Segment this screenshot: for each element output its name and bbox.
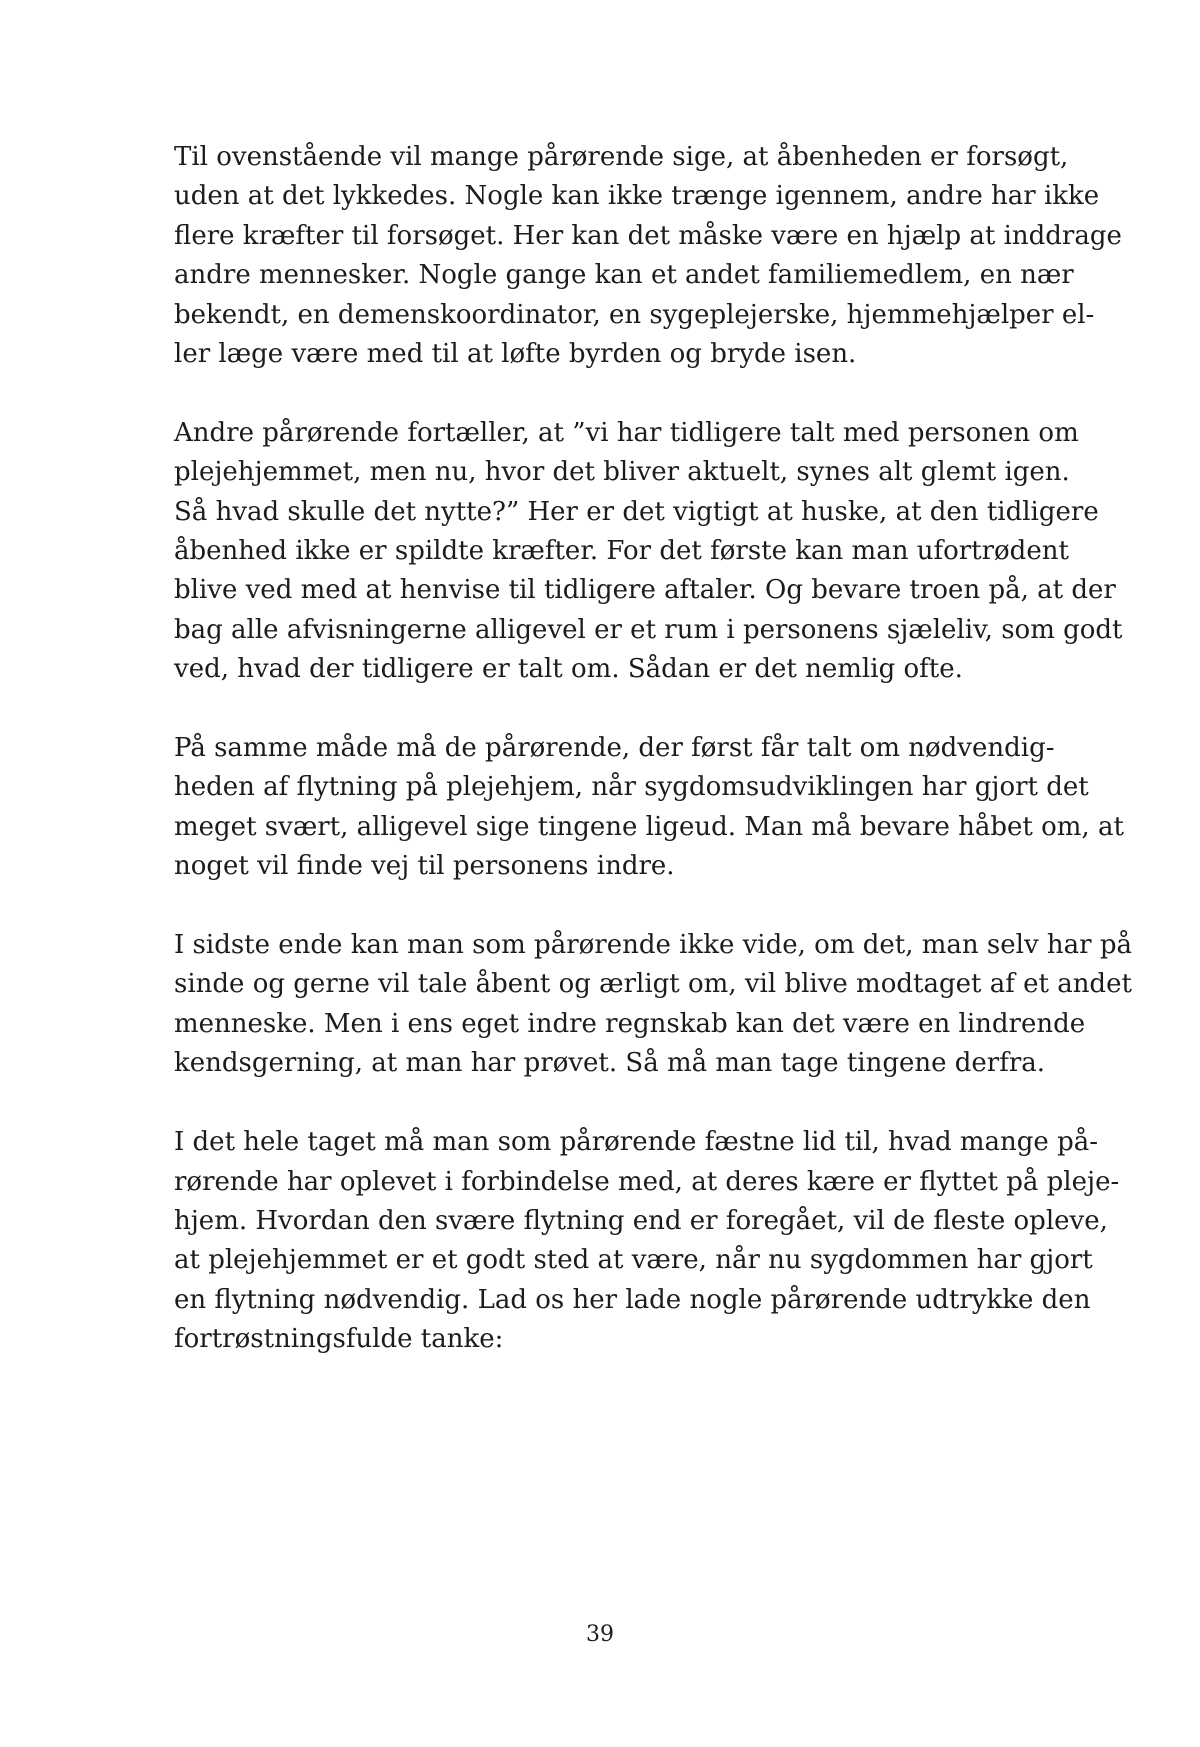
page-number: 39 [586, 1622, 614, 1647]
text-line: Så hvad skulle det nytte?” Her er det vigtigt at huske, at den tidligere [174, 496, 1099, 527]
text-line: I det hele taget må man som pårørende fæstne lid til, hvad mange på- [174, 1127, 1099, 1158]
text-line: flere kræfter til forsøget. Her kan det måske være en hjælp at inddrage [174, 220, 1122, 251]
text-line: ler læge være med til at løfte byrden og bryde isen. [174, 339, 857, 370]
text-line: blive ved med at henvise til tidligere aftaler. Og bevare troen på, at der [174, 575, 1116, 606]
text-line: rørende har oplevet i forbindelse med, at deres kære er flyttet på pleje- [174, 1166, 1120, 1197]
text-line: Andre pårørende fortæller, at ”vi har tidligere talt med personen om [174, 417, 1079, 448]
text-line: at plejehjemmet er et godt sted at være, når nu sygdommen har gjort [174, 1245, 1093, 1276]
text-line: fortrøstningsfulde tanke: [174, 1324, 504, 1355]
paragraph-1 [174, 138, 1122, 374]
body-text [174, 138, 1133, 1399]
text-line: meget svært, alligevel sige tingene ligeud. Man må bevare håbet om, at [174, 811, 1124, 842]
paragraph-3 [174, 729, 1124, 887]
paragraph-4 [174, 926, 1133, 1084]
text-line: bag alle afvisningerne alligevel er et rum i personens sjæleliv, som godt [174, 614, 1123, 645]
text-line: På samme måde må de pårørende, der først får talt om nødvendig- [174, 733, 1055, 764]
text-line: hjem. Hvordan den svære flytning end er foregået, vil de fleste opleve, [174, 1205, 1108, 1236]
text-line: Til ovenstående vil mange pårørende sige, at åbenheden er forsøgt, [174, 142, 1069, 172]
text-line: bekendt, en demenskoordinator, en sygeplejerske, hjemmehjælper el- [174, 299, 1095, 330]
text-line: andre mennesker. Nogle gange kan et andet familiemedlem, en nær [174, 260, 1074, 291]
paragraph-2 [174, 414, 1123, 690]
text-line: ved, hvad der tidligere er talt om. Sådan er det nemlig ofte. [174, 654, 963, 685]
text-line: åbenhed ikke er spildte kræfter. For det første kan man ufortrødent [174, 536, 1069, 567]
text-line: I sidste ende kan man som pårørende ikke vide, om det, man selv har på [174, 930, 1133, 961]
text-line: heden af flytning på plejehjem, når sygdomsudviklingen har gjort det [174, 772, 1089, 803]
text-line: sinde og gerne vil tale åbent og ærligt om, vil blive modtaget af et andet [174, 969, 1132, 1000]
text-line: en flytning nødvendig. Lad os her lade nogle pårørende udtrykke den [174, 1284, 1091, 1315]
text-line: uden at det lykkedes. Nogle kan ikke trænge igennem, andre har ikke [174, 181, 1100, 212]
text-line: plejehjemmet, men nu, hvor det bliver aktuelt, synes alt glemt igen. [174, 457, 1070, 488]
text-line: kendsgerning, at man har prøvet. Så må man tage tingene derfra. [174, 1048, 1046, 1079]
text-line: noget vil finde vej til personens indre. [174, 851, 675, 882]
text-line: menneske. Men i ens eget indre regnskab kan det være en lindrende [174, 1008, 1086, 1039]
paragraph-5 [174, 1123, 1120, 1359]
